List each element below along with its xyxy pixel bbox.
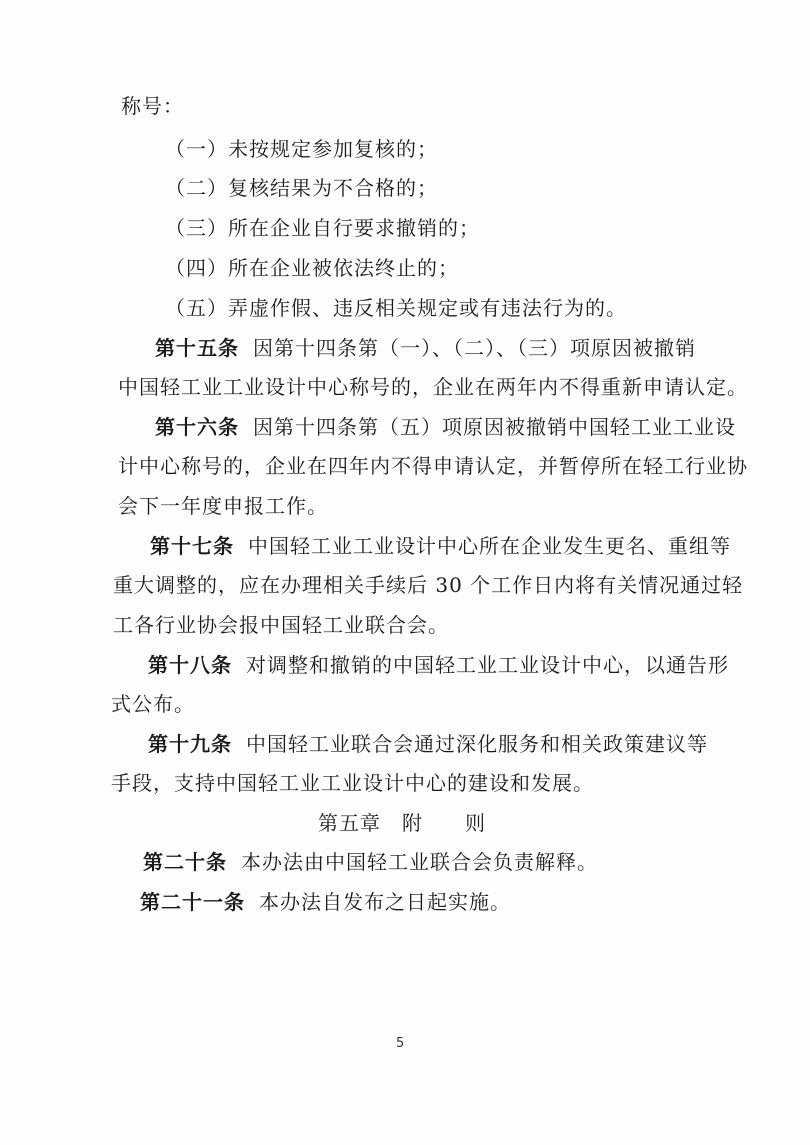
article-label: 第二十一条 [140, 890, 245, 914]
article-text: 中国轻工业联合会通过深化服务和相关政策建议等 [246, 732, 708, 756]
article-label: 第十七条 [150, 534, 234, 558]
article-text: 中国轻工业工业设计中心所在企业发生更名、重组等 [248, 534, 731, 558]
article-label: 第十六条 [155, 415, 239, 439]
list-item: （五）弄虚作假、违反相关规定或有违法行为的。 [165, 296, 627, 320]
chapter-heading: 第五章 附 则 [318, 811, 486, 835]
article-text: 因第十四条第（五）项原因被撤销中国轻工业工业设 [253, 415, 736, 439]
list-item: （二）复核结果为不合格的； [165, 176, 438, 200]
article-17-line-2: 重大调整的，应在办理相关手续后 30 个工作日内将有关情况通过轻 [113, 573, 744, 597]
article-15-line-1 [155, 334, 696, 362]
article-text: 本办法由中国轻工业联合会负责解释。 [241, 850, 598, 874]
article-16-line-3: 会下一年度申报工作。 [118, 494, 328, 518]
article-19-line-2: 手段，支持中国轻工业工业设计中心的建设和发展。 [111, 771, 594, 795]
article-text: 因第十四条第（一）、（二）、（三）项原因被撤销 [253, 336, 696, 360]
article-text: 对调整和撤销的中国轻工业工业设计中心，以通告形 [246, 653, 729, 677]
article-label: 第十九条 [148, 732, 232, 756]
page-number: 5 [396, 1036, 405, 1051]
article-21-line [140, 888, 511, 916]
article-15-line-2: 中国轻工业工业设计中心称号的，企业在两年内不得重新申请认定。 [118, 375, 748, 399]
article-17-line-3: 工各行业协会报中国轻工业联合会。 [113, 613, 449, 637]
continuation-line: 称号： [121, 94, 184, 118]
article-20-line [143, 848, 598, 876]
article-16-line-2: 计中心称号的，企业在四年内不得申请认定，并暂停所在轻工行业协 [118, 454, 748, 478]
article-17-line-1 [150, 532, 731, 560]
article-19-line-1 [148, 730, 708, 758]
article-label: 第十五条 [155, 336, 239, 360]
article-16-line-1 [155, 413, 736, 441]
list-item: （三）所在企业自行要求撤销的； [165, 216, 480, 240]
list-item: （一）未按规定参加复核的； [165, 137, 438, 161]
article-label: 第二十条 [143, 850, 227, 874]
article-text: 本办法自发布之日起实施。 [259, 890, 511, 914]
article-18-line-2: 式公布。 [111, 692, 195, 716]
list-item: （四）所在企业被依法终止的； [165, 256, 459, 280]
article-label: 第十八条 [148, 653, 232, 677]
article-18-line-1 [148, 651, 729, 679]
